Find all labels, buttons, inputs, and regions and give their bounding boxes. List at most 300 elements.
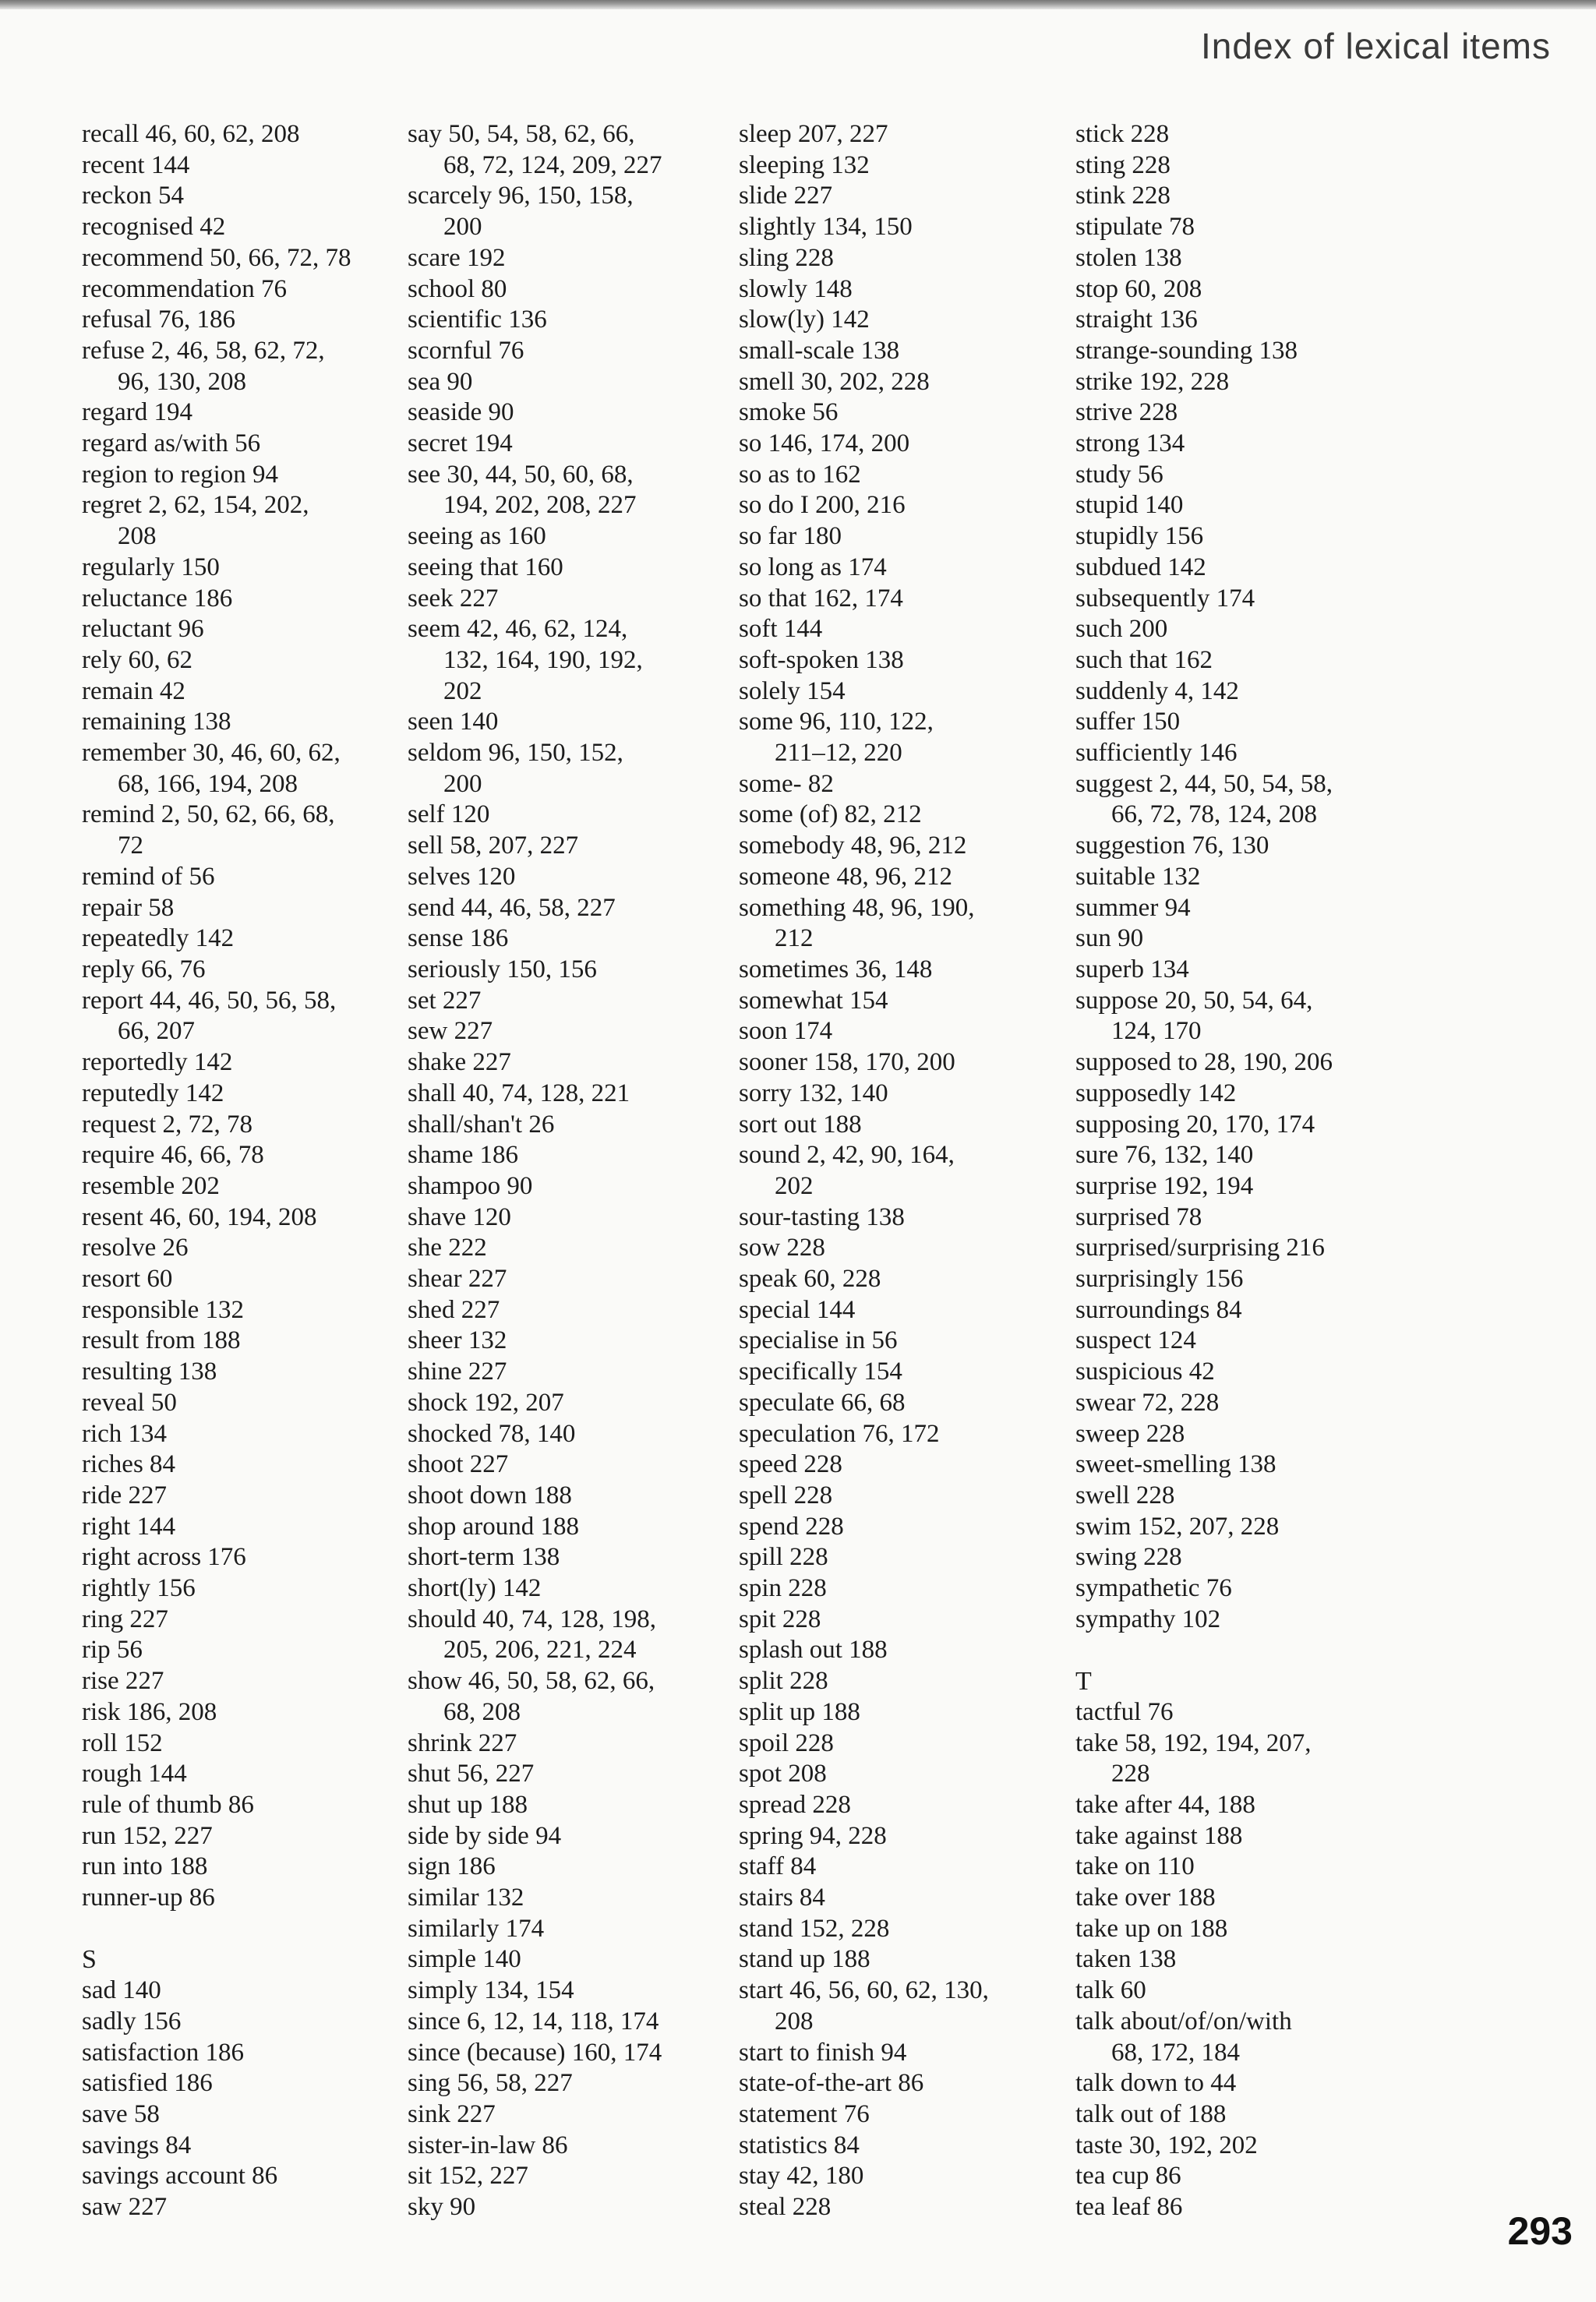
- section-letter: [1075, 1666, 1403, 1697]
- entry-text: recall 46, 60, 62, 208: [82, 120, 300, 148]
- index-entry: [1075, 2192, 1403, 2223]
- entry-text: strange-sounding 138: [1075, 336, 1298, 365]
- entry-text: spell 228: [739, 1481, 833, 1509]
- entry-text: sky 90: [408, 2193, 476, 2222]
- entry-text: ride 227: [82, 1481, 168, 1509]
- index-entry: [1075, 955, 1403, 986]
- entry-text: so that 162, 174: [739, 584, 903, 613]
- entry-text: repeatedly 142: [82, 924, 235, 953]
- index-entry: [82, 1140, 409, 1171]
- entry-text: selves 120: [408, 862, 516, 891]
- entry-text: reveal 50: [82, 1388, 177, 1417]
- entry-text: swear 72, 228: [1075, 1388, 1220, 1417]
- entry-text: recommend 50, 66, 72, 78: [82, 243, 351, 272]
- entry-text: take over 188: [1075, 1884, 1216, 1912]
- entry-text: strike 192, 228: [1075, 367, 1230, 396]
- entry-text: run into 188: [82, 1852, 208, 1881]
- index-entry: [408, 1016, 735, 1047]
- entry-text: somewhat 154: [739, 986, 888, 1015]
- entry-text: right 144: [82, 1512, 176, 1541]
- section-spacer: [82, 1914, 409, 1945]
- index-entry: [1075, 1419, 1403, 1450]
- entry-text: swim 152, 207, 228: [1075, 1512, 1280, 1541]
- index-entry: [1075, 490, 1403, 521]
- index-entry: [408, 614, 735, 707]
- entry-text: such that 162: [1075, 645, 1213, 674]
- index-entry: [739, 614, 1066, 645]
- index-entry: [408, 336, 735, 367]
- index-entry: [739, 1666, 1066, 1697]
- entry-text: risk 186, 208: [82, 1697, 217, 1726]
- entry-text: sister-in-law 86: [408, 2131, 568, 2159]
- entry-text: remember 30, 46, 60, 62,: [82, 739, 341, 768]
- index-entry: [408, 738, 735, 800]
- index-entry: [82, 1883, 409, 1914]
- entry-text: taken 138: [1075, 1945, 1177, 1974]
- entry-text: remind of 56: [82, 862, 215, 891]
- index-entry: [82, 305, 409, 336]
- section-letter: [82, 1944, 409, 1975]
- entry-text: T: [1075, 1667, 1092, 1696]
- entry-text: resemble 202: [82, 1171, 220, 1200]
- index-entry: [82, 614, 409, 645]
- entry-text: savings 84: [82, 2131, 192, 2159]
- entry-text: rely 60, 62: [82, 645, 193, 674]
- entry-text: refusal 76, 186: [82, 305, 236, 334]
- entry-text: shame 186: [408, 1141, 519, 1170]
- index-entry: [1075, 181, 1403, 212]
- index-entry: [408, 1852, 735, 1883]
- entry-text: speed 228: [739, 1450, 842, 1479]
- index-entry: [408, 1079, 735, 1110]
- index-entry: [408, 2192, 735, 2223]
- entry-text: talk about/of/on/with: [1075, 2007, 1292, 2035]
- index-entry: [82, 1852, 409, 1883]
- index-entry: [739, 800, 1066, 831]
- index-entry: [739, 305, 1066, 336]
- entry-text: remaining 138: [82, 708, 231, 736]
- index-entry: [408, 2131, 735, 2162]
- entry-text: run 152, 227: [82, 1821, 213, 1850]
- index-entry: [1075, 707, 1403, 738]
- index-entry: [739, 1388, 1066, 1419]
- entry-text: shave 120: [408, 1202, 511, 1231]
- entry-text: seaside 90: [408, 398, 514, 427]
- entry-text: rule of thumb 86: [82, 1790, 254, 1819]
- index-entry: [1075, 2007, 1403, 2068]
- entry-text: right across 176: [82, 1543, 246, 1572]
- entry-text: swell 228: [1075, 1481, 1175, 1509]
- entry-text: swing 228: [1075, 1543, 1182, 1572]
- index-entry: [82, 150, 409, 182]
- index-entry: [82, 1542, 409, 1573]
- index-entry: [1075, 645, 1403, 676]
- index-entry: [408, 1264, 735, 1295]
- index-entry: [739, 1697, 1066, 1728]
- entry-text: smell 30, 202, 228: [739, 367, 930, 396]
- entry-text: statistics 84: [739, 2131, 860, 2159]
- entry-text: surroundings 84: [1075, 1295, 1242, 1324]
- entry-continuation: 205, 206, 221, 224: [443, 1636, 637, 1665]
- index-entry: [1075, 676, 1403, 708]
- index-entry: [739, 1542, 1066, 1573]
- index-entry: [408, 707, 735, 738]
- index-entry: [408, 119, 735, 181]
- entry-text: stupid 140: [1075, 491, 1184, 520]
- entry-text: spread 228: [739, 1790, 851, 1819]
- index-entry: [408, 1759, 735, 1790]
- entry-text: superb 134: [1075, 955, 1189, 983]
- index-entry: [408, 2099, 735, 2131]
- entry-text: stand 152, 228: [739, 1914, 890, 1943]
- index-entry: [82, 893, 409, 924]
- entry-text: ring 227: [82, 1605, 168, 1633]
- index-entry: [739, 429, 1066, 460]
- index-entry: [82, 1295, 409, 1326]
- entry-text: suitable 132: [1075, 862, 1201, 891]
- index-entry: [82, 181, 409, 212]
- entry-text: resolve 26: [82, 1234, 189, 1262]
- index-entry: [408, 800, 735, 831]
- entry-text: sweet-smelling 138: [1075, 1450, 1276, 1479]
- index-entry: [1075, 1697, 1403, 1728]
- index-entry: [408, 274, 735, 305]
- index-entry: [1075, 1852, 1403, 1883]
- entry-text: surprise 192, 194: [1075, 1171, 1254, 1200]
- entry-text: some- 82: [739, 769, 834, 798]
- index-entry: [408, 1110, 735, 1141]
- entry-text: stupidly 156: [1075, 522, 1204, 551]
- index-entry: [82, 1326, 409, 1357]
- entry-text: S: [82, 1945, 97, 1975]
- index-entry: [82, 1605, 409, 1636]
- index-entry: [408, 1790, 735, 1821]
- index-entry: [739, 1759, 1066, 1790]
- entry-text: shoot down 188: [408, 1481, 572, 1509]
- index-entry: [82, 553, 409, 584]
- entry-text: take against 188: [1075, 1821, 1243, 1850]
- entry-text: special 144: [739, 1295, 856, 1324]
- index-entry: [739, 1635, 1066, 1666]
- entry-text: shocked 78, 140: [408, 1419, 576, 1448]
- entry-text: send 44, 46, 58, 227: [408, 893, 616, 922]
- entry-text: reply 66, 76: [82, 955, 206, 983]
- index-entry: [1075, 2068, 1403, 2099]
- index-entry: [739, 1605, 1066, 1636]
- entry-text: state-of-the-art 86: [739, 2069, 924, 2098]
- entry-text: summer 94: [1075, 893, 1191, 922]
- entry-text: sufficiently 146: [1075, 739, 1238, 768]
- entry-text: spoil 228: [739, 1728, 834, 1757]
- index-entry: [1075, 521, 1403, 553]
- index-entry: [739, 1140, 1066, 1202]
- index-entry: [82, 955, 409, 986]
- index-entry: [82, 1728, 409, 1760]
- entry-text: shoot 227: [408, 1450, 509, 1479]
- entry-continuation: 68, 166, 194, 208: [118, 769, 298, 798]
- index-entry: [408, 1605, 735, 1666]
- entry-text: speculate 66, 68: [739, 1388, 906, 1417]
- entry-text: she 222: [408, 1234, 487, 1262]
- index-entry: [82, 397, 409, 429]
- index-entry: [1075, 1883, 1403, 1914]
- entry-continuation: 202: [443, 676, 482, 705]
- index-entry: [82, 1419, 409, 1450]
- entry-text: slide 227: [739, 182, 833, 210]
- entry-text: similar 132: [408, 1884, 524, 1912]
- index-entry: [82, 645, 409, 676]
- index-entry: [408, 521, 735, 553]
- entry-text: surprised/surprising 216: [1075, 1234, 1325, 1262]
- entry-text: suspect 124: [1075, 1326, 1196, 1355]
- index-entry: [1075, 2161, 1403, 2192]
- index-entry: [82, 119, 409, 150]
- index-entry: [82, 1821, 409, 1852]
- entry-text: seeing as 160: [408, 522, 546, 551]
- index-entry: [408, 460, 735, 521]
- entry-continuation: 228: [1111, 1760, 1150, 1788]
- entry-text: speak 60, 228: [739, 1265, 881, 1294]
- entry-text: so as to 162: [739, 460, 861, 489]
- index-entry: [1075, 1728, 1403, 1790]
- index-entry: [739, 1419, 1066, 1450]
- index-entry: [408, 1914, 735, 1945]
- index-entry: [82, 862, 409, 893]
- entry-text: split 228: [739, 1667, 828, 1696]
- index-entry: [739, 1512, 1066, 1543]
- entry-continuation: 66, 207: [118, 1017, 195, 1046]
- index-entry: [82, 212, 409, 243]
- index-entry: [739, 2099, 1066, 2131]
- entry-text: scornful 76: [408, 336, 524, 365]
- index-entry: [82, 460, 409, 491]
- index-entry: [82, 923, 409, 955]
- index-entry: [1075, 614, 1403, 645]
- index-entry: [1075, 923, 1403, 955]
- index-entry: [739, 150, 1066, 182]
- entry-text: remind 2, 50, 62, 66, 68,: [82, 800, 335, 829]
- entry-text: sorry 132, 140: [739, 1079, 888, 1107]
- entry-text: straight 136: [1075, 305, 1198, 334]
- entry-text: self 120: [408, 800, 490, 829]
- index-entry: [1075, 1512, 1403, 1543]
- entry-text: sheer 132: [408, 1326, 507, 1355]
- index-column-1: [82, 119, 409, 2223]
- entry-text: shake 227: [408, 1048, 511, 1077]
- entry-text: suddenly 4, 142: [1075, 676, 1239, 705]
- entry-text: should 40, 74, 128, 198,: [408, 1605, 657, 1633]
- index-entry: [739, 1852, 1066, 1883]
- index-entry: [82, 1233, 409, 1264]
- entry-text: sadly 156: [82, 2007, 182, 2035]
- entry-text: spring 94, 228: [739, 1821, 887, 1850]
- entry-text: shear 227: [408, 1265, 507, 1294]
- entry-text: regret 2, 62, 154, 202,: [82, 491, 309, 520]
- index-entry: [739, 893, 1066, 955]
- entry-text: shock 192, 207: [408, 1388, 564, 1417]
- index-entry: [408, 2038, 735, 2069]
- entry-text: sell 58, 207, 227: [408, 831, 579, 860]
- index-entry: [82, 986, 409, 1047]
- index-entry: [408, 553, 735, 584]
- index-entry: [739, 1079, 1066, 1110]
- index-entry: [1075, 584, 1403, 615]
- index-entry: [739, 274, 1066, 305]
- entry-text: sleep 207, 227: [739, 120, 888, 148]
- entry-text: shall/shan't 26: [408, 1110, 555, 1139]
- index-entry: [408, 1295, 735, 1326]
- index-entry: [408, 1419, 735, 1450]
- index-entry: [1075, 1110, 1403, 1141]
- index-entry: [1075, 1047, 1403, 1079]
- index-entry: [1075, 862, 1403, 893]
- entry-text: sympathy 102: [1075, 1605, 1221, 1633]
- index-entry: [739, 2161, 1066, 2192]
- entry-text: repair 58: [82, 893, 175, 922]
- entry-text: sometimes 36, 148: [739, 955, 933, 983]
- entry-text: sympathetic 76: [1075, 1574, 1232, 1603]
- index-entry: [1075, 429, 1403, 460]
- index-entry: [739, 955, 1066, 986]
- index-entry: [739, 1202, 1066, 1234]
- index-entry: [82, 2007, 409, 2038]
- entry-text: shall 40, 74, 128, 221: [408, 1079, 630, 1107]
- index-entry: [739, 986, 1066, 1017]
- index-entry: [82, 1666, 409, 1697]
- entry-text: sense 186: [408, 924, 509, 953]
- index-entry: [1075, 1388, 1403, 1419]
- entry-text: reckon 54: [82, 182, 185, 210]
- entry-text: steal 228: [739, 2193, 832, 2222]
- entry-text: remain 42: [82, 676, 185, 705]
- entry-continuation: 132, 164, 190, 192,: [443, 645, 643, 674]
- index-entry: [1075, 1944, 1403, 1975]
- index-entry: [82, 336, 409, 397]
- entry-text: splash out 188: [739, 1636, 888, 1665]
- entry-text: sink 227: [408, 2100, 496, 2128]
- entry-continuation: 68, 172, 184: [1111, 2038, 1240, 2067]
- index-entry: [408, 1728, 735, 1760]
- entry-text: sling 228: [739, 243, 834, 272]
- entry-text: tactful 76: [1075, 1697, 1174, 1726]
- entry-text: sing 56, 58, 227: [408, 2069, 573, 2098]
- entry-text: talk 60: [1075, 1976, 1146, 2005]
- index-entry: [1075, 119, 1403, 150]
- index-entry: [739, 119, 1066, 150]
- index-entry: [82, 2068, 409, 2099]
- entry-text: someone 48, 96, 212: [739, 862, 953, 891]
- entry-text: take up on 188: [1075, 1914, 1228, 1943]
- index-entry: [1075, 1790, 1403, 1821]
- entry-text: sad 140: [82, 1976, 161, 2005]
- entry-text: sew 227: [408, 1017, 493, 1046]
- index-entry: [739, 1449, 1066, 1481]
- entry-text: solely 154: [739, 676, 846, 705]
- entry-text: regularly 150: [82, 553, 220, 581]
- index-entry: [1075, 1975, 1403, 2007]
- index-entry: [739, 707, 1066, 768]
- entry-text: soon 174: [739, 1017, 833, 1046]
- index-entry: [1075, 150, 1403, 182]
- index-entry: [408, 305, 735, 336]
- entry-text: take after 44, 188: [1075, 1790, 1255, 1819]
- index-entry: [1075, 893, 1403, 924]
- entry-text: save 58: [82, 2099, 160, 2128]
- entry-text: suggestion 76, 130: [1075, 831, 1269, 860]
- entry-text: sure 76, 132, 140: [1075, 1141, 1254, 1170]
- entry-text: spit 228: [739, 1605, 821, 1633]
- index-entry: [739, 1047, 1066, 1079]
- index-entry: [1075, 2131, 1403, 2162]
- entry-continuation: 194, 202, 208, 227: [443, 491, 637, 520]
- entry-text: recent 144: [82, 150, 190, 179]
- entry-text: school 80: [408, 274, 507, 303]
- entry-text: report 44, 46, 50, 56, 58,: [82, 986, 337, 1015]
- entry-text: show 46, 50, 58, 62, 66,: [408, 1667, 655, 1696]
- entry-continuation: 208: [775, 2007, 814, 2035]
- index-entry: [82, 2161, 409, 2192]
- index-entry: [1075, 738, 1403, 769]
- entry-text: request 2, 72, 78: [82, 1110, 253, 1139]
- index-entry: [408, 429, 735, 460]
- entry-text: surprisingly 156: [1075, 1265, 1244, 1294]
- entry-text: reportedly 142: [82, 1048, 233, 1077]
- index-entry: [739, 1975, 1066, 2037]
- entry-text: satisfied 186: [82, 2069, 213, 2098]
- entry-continuation: 124, 170: [1111, 1017, 1202, 1046]
- entry-text: supposedly 142: [1075, 1079, 1237, 1107]
- index-entry: [739, 1326, 1066, 1357]
- index-entry: [739, 553, 1066, 584]
- entry-text: talk out of 188: [1075, 2099, 1227, 2128]
- entry-text: some (of) 82, 212: [739, 800, 922, 829]
- entry-text: resent 46, 60, 194, 208: [82, 1202, 317, 1231]
- entry-continuation: 68, 72, 124, 209, 227: [443, 150, 662, 179]
- index-entry: [739, 862, 1066, 893]
- index-entry: [1075, 1914, 1403, 1945]
- entry-text: so long as 174: [739, 553, 887, 581]
- entry-text: stipulate 78: [1075, 213, 1195, 242]
- index-entry: [739, 584, 1066, 615]
- index-entry: [1075, 1542, 1403, 1573]
- entry-text: sea 90: [408, 367, 473, 396]
- index-entry: [408, 1944, 735, 1975]
- index-entry: [408, 1388, 735, 1419]
- entry-text: take 58, 192, 194, 207,: [1075, 1728, 1312, 1757]
- entry-text: short(ly) 142: [408, 1574, 542, 1603]
- index-entry: [739, 2131, 1066, 2162]
- index-entry: [739, 521, 1066, 553]
- entry-text: refuse 2, 46, 58, 62, 72,: [82, 336, 325, 365]
- entry-text: see 30, 44, 50, 60, 68,: [408, 460, 634, 489]
- index-entry: [1075, 553, 1403, 584]
- entry-text: somebody 48, 96, 212: [739, 831, 967, 860]
- index-column-4: [1075, 119, 1403, 2223]
- entry-text: spill 228: [739, 1543, 828, 1572]
- entry-text: stink 228: [1075, 182, 1171, 210]
- index-entry: [739, 2038, 1066, 2069]
- index-entry: [739, 1016, 1066, 1047]
- entry-text: regard as/with 56: [82, 429, 261, 458]
- index-entry: [408, 2068, 735, 2099]
- index-entry: [739, 645, 1066, 676]
- entry-text: soft 144: [739, 615, 823, 644]
- index-entry: [739, 212, 1066, 243]
- entry-text: simply 134, 154: [408, 1976, 574, 2005]
- entry-text: stay 42, 180: [739, 2162, 864, 2191]
- index-entry: [1075, 1079, 1403, 1110]
- index-entry: [408, 1512, 735, 1543]
